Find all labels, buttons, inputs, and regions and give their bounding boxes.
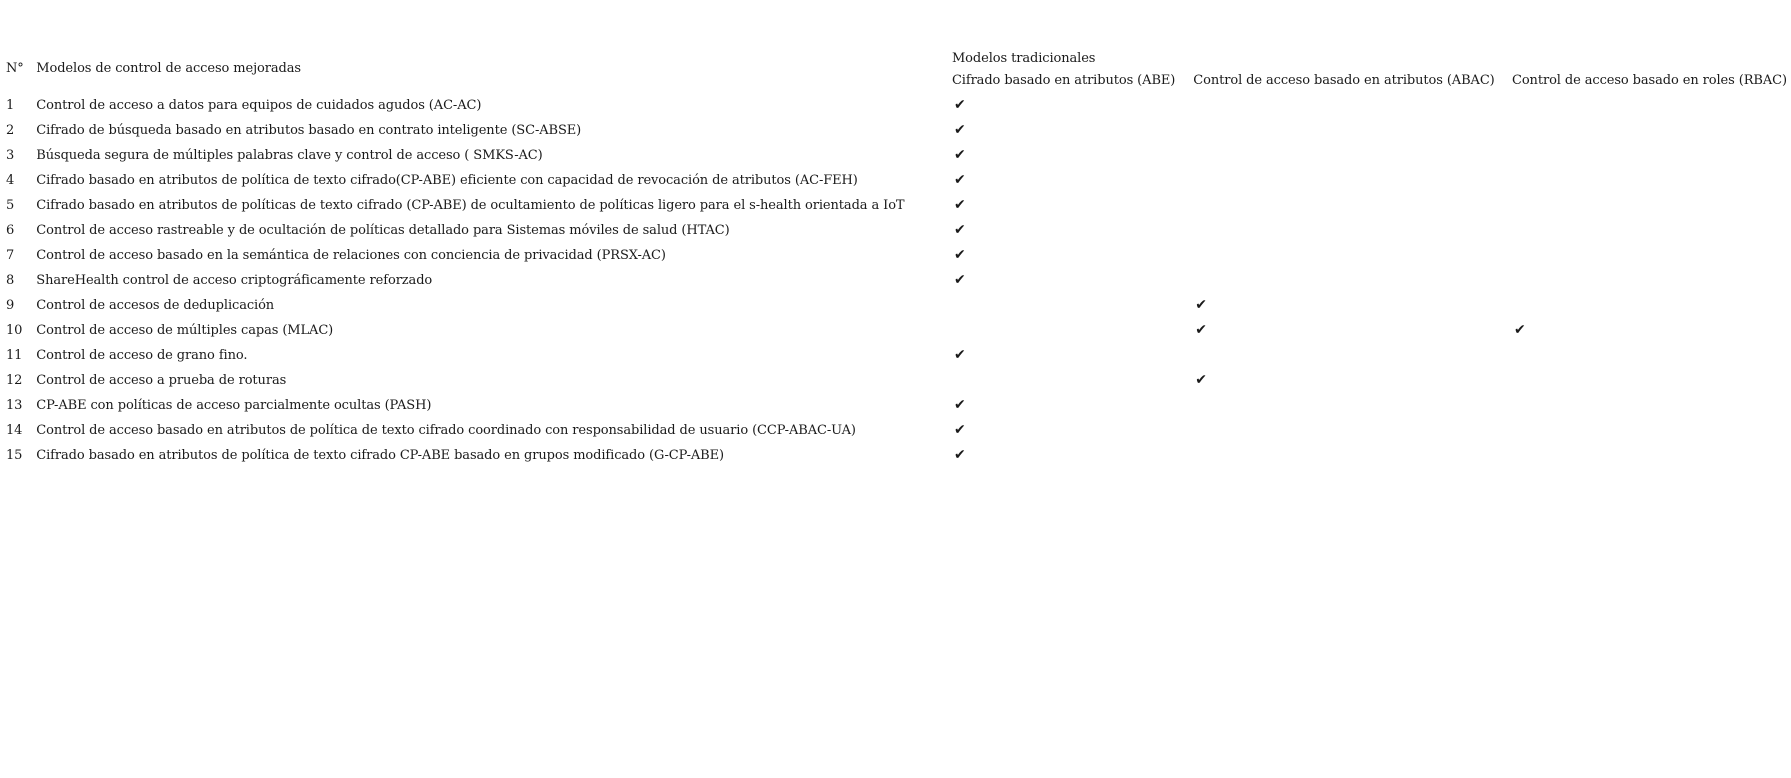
abe-check-cell: ✔ <box>953 347 966 363</box>
row-model-name: Control de acceso basado en la semántica de relaciones con conciencia de privacidad (PRSX-AC) <box>36 248 666 263</box>
abe-check-cell: ✔ <box>953 422 966 438</box>
rbac-check-cell <box>1508 418 1791 443</box>
abe-column-header: Cifrado basado en atributos (ABE) <box>951 73 1176 88</box>
row-model-name: Control de accesos de deduplicación <box>36 298 275 313</box>
table-row <box>2 243 1791 268</box>
table-row <box>2 118 1791 143</box>
abac-check-cell <box>1189 193 1508 218</box>
abe-check-cell: ✔ <box>953 172 966 188</box>
rbac-check-cell <box>1508 343 1791 368</box>
rbac-check-cell <box>1508 118 1791 143</box>
row-model-name: Control de acceso de grano fino. <box>36 348 248 363</box>
table-row <box>2 218 1791 243</box>
rbac-check-cell <box>1508 243 1791 268</box>
traditional-models-group-header: Modelos tradicionales <box>951 51 1096 66</box>
table-row <box>2 143 1791 168</box>
abac-check-cell <box>1189 393 1508 418</box>
row-number: 6 <box>6 223 15 238</box>
model-column-header: Modelos de control de acceso mejoradas <box>36 60 301 76</box>
abac-check-cell <box>1189 268 1508 293</box>
table-row <box>2 343 1791 368</box>
table-row <box>2 368 1791 393</box>
row-number: 9 <box>6 298 15 313</box>
row-number: 14 <box>6 423 23 438</box>
row-model-name: Control de acceso rastreable y de ocultación de políticas detallado para Sistemas móviles de salud (HTAC) <box>36 223 730 238</box>
abe-check-cell: ✔ <box>953 122 966 138</box>
abac-check-cell <box>1189 168 1508 193</box>
abac-check-cell <box>1189 343 1508 368</box>
row-number: 7 <box>6 248 15 263</box>
abac-check-cell: ✔ <box>1195 372 1207 388</box>
row-number: 8 <box>6 273 15 288</box>
abac-check-cell: ✔ <box>1195 322 1207 338</box>
abe-check-cell: ✔ <box>953 247 966 263</box>
table-row <box>2 193 1791 218</box>
abe-check-cell: ✔ <box>953 222 966 238</box>
abac-check-cell <box>1189 93 1508 118</box>
table-body <box>2 93 1791 468</box>
table-header <box>2 43 1791 93</box>
row-model-name: Cifrado basado en atributos de política de texto cifrado(CP-ABE) eficiente con capacidad de revocación de atributos (AC-FEH) <box>36 173 858 188</box>
row-model-name: Control de acceso a datos para equipos de cuidados agudos (AC-AC) <box>36 98 482 113</box>
row-model-name: Control de acceso a prueba de roturas <box>36 373 287 388</box>
row-number: 5 <box>6 198 15 213</box>
row-model-name: Control de acceso basado en atributos de política de texto cifrado coordinado con responsabilidad de usuario (CCP-ABAC-UA) <box>36 423 856 438</box>
row-number: 10 <box>6 323 23 338</box>
row-model-name: Cifrado basado en atributos de políticas de texto cifrado (CP-ABE) de ocultamiento de políticas ligero para el s-health orientada a IoT <box>36 198 905 213</box>
row-model-name: ShareHealth control de acceso criptográficamente reforzado <box>36 273 433 288</box>
abe-check-cell <box>948 293 1189 318</box>
abe-check-cell <box>948 318 1189 343</box>
table-row <box>2 393 1791 418</box>
abac-column-header: Control de acceso basado en atributos (ABAC) <box>1193 73 1495 88</box>
number-column-header: N° <box>6 60 24 76</box>
abac-check-cell <box>1189 443 1508 468</box>
abe-check-cell: ✔ <box>953 447 966 463</box>
rbac-check-cell <box>1508 143 1791 168</box>
rbac-column-header: Control de acceso basado en roles (RBAC) <box>1511 73 1787 88</box>
abac-check-cell: ✔ <box>1195 297 1207 313</box>
table-row <box>2 268 1791 293</box>
row-number: 1 <box>6 98 15 113</box>
access-control-comparison-table <box>2 43 1791 468</box>
row-model-name: Cifrado de búsqueda basado en atributos basado en contrato inteligente (SC-ABSE) <box>36 123 582 138</box>
row-number: 4 <box>6 173 15 188</box>
row-number: 2 <box>6 123 15 138</box>
row-model-name: Búsqueda segura de múltiples palabras clave y control de acceso ( SMKS-AC) <box>36 148 543 163</box>
table-row <box>2 168 1791 193</box>
rbac-check-cell <box>1508 168 1791 193</box>
abe-check-cell: ✔ <box>953 97 966 113</box>
row-number: 3 <box>6 148 15 163</box>
table-row <box>2 443 1791 468</box>
row-number: 13 <box>6 398 23 413</box>
rbac-check-cell <box>1508 393 1791 418</box>
table-row <box>2 293 1791 318</box>
row-model-name: Cifrado basado en atributos de política de texto cifrado CP-ABE basado en grupos modificado (G-CP-ABE) <box>36 448 724 463</box>
rbac-check-cell <box>1508 368 1791 393</box>
rbac-check-cell <box>1508 218 1791 243</box>
abe-check-cell: ✔ <box>953 197 966 213</box>
rbac-check-cell: ✔ <box>1513 322 1526 338</box>
rbac-check-cell <box>1508 93 1791 118</box>
abac-check-cell <box>1189 243 1508 268</box>
rbac-check-cell <box>1508 193 1791 218</box>
rbac-check-cell <box>1508 443 1791 468</box>
abac-check-cell <box>1189 118 1508 143</box>
row-model-name: Control de acceso de múltiples capas (MLAC) <box>36 323 334 338</box>
abe-check-cell: ✔ <box>953 397 966 413</box>
row-number: 15 <box>6 448 23 463</box>
abac-check-cell <box>1189 418 1508 443</box>
table-row <box>2 418 1791 443</box>
row-number: 12 <box>6 373 23 388</box>
rbac-check-cell <box>1508 268 1791 293</box>
table-row <box>2 318 1791 343</box>
table-row <box>2 93 1791 118</box>
row-number: 11 <box>6 348 23 363</box>
abac-check-cell <box>1189 143 1508 168</box>
row-model-name: CP-ABE con políticas de acceso parcialmente ocultas (PASH) <box>36 398 432 413</box>
abe-check-cell <box>948 368 1189 393</box>
abe-check-cell: ✔ <box>953 147 966 163</box>
header-row-group <box>2 43 1791 68</box>
abac-check-cell <box>1189 218 1508 243</box>
rbac-check-cell <box>1508 293 1791 318</box>
abe-check-cell: ✔ <box>953 272 966 288</box>
